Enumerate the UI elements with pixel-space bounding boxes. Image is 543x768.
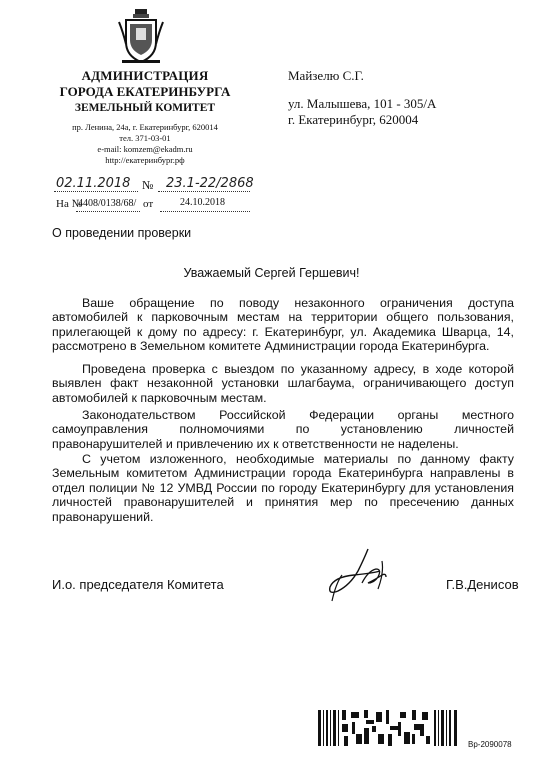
org-name-line2: ГОРОДА ЕКАТЕРИНБУРГА xyxy=(59,84,231,99)
recipient-street: ул. Малышева, 101 - 305/А xyxy=(288,96,437,111)
number-sign: № xyxy=(142,178,154,192)
reference-from-label: от xyxy=(143,198,154,210)
recipient-name: Майзелю С.Г. xyxy=(288,68,364,83)
document-id: Вр-2090078 xyxy=(468,740,512,749)
date-line xyxy=(54,191,138,192)
body-paragraph-2: Проведена проверка с выездом по указанному адресу, в ходе которой выявлен факт незаконной установки шлагбаума, ограничивающего доступ автомобилей к парковочным местам. xyxy=(52,362,514,405)
org-address: пр. Ленина, 24а, г. Екатеринбург, 620014 xyxy=(72,122,218,132)
org-department: ЗЕМЕЛЬНЫЙ КОМИТЕТ xyxy=(74,102,216,114)
outgoing-number: 23.1-22/2868 xyxy=(166,176,254,191)
outgoing-date: 02.11.2018 xyxy=(56,176,131,191)
body-paragraph-3: Законодательством Российской Федерации органы местного самоуправления полномочиями по установлению личностей правонарушителей и привлечению их к ответственности не наделены. xyxy=(52,408,514,451)
org-name-line1: АДМИНИСТРАЦИЯ xyxy=(81,68,209,83)
number-line xyxy=(158,191,250,192)
letter-subject: О проведении проверки xyxy=(52,226,192,240)
signer-position: И.о. председателя Комитета xyxy=(52,577,224,592)
signer-name: Г.В.Денисов xyxy=(446,577,519,592)
reference-number-line xyxy=(76,211,140,212)
reference-date: 24.10.2018 xyxy=(180,197,225,208)
org-website: http://екатеринбург.рф xyxy=(105,155,185,165)
body-paragraph-1: Ваше обращение по поводу незаконного ограничения доступа автомобилей к парковочным местам на территории общего пользования, прилегающей к дому по адресу: г. Екатеринбург, ул. Академика Шварца, 14, рассмотрено в Земельном комитете Администрации города Екатеринбурга. xyxy=(52,296,514,354)
body-paragraph-4: С учетом изложенного, необходимые материалы по данному факту Земельным комитетом Администрации города Екатеринбурга направлены в отдел полиции № 12 УМВД России по городу Екатеринбургу для установления личностей правонарушителей и принятия мер по пресечению данных правонарушений. xyxy=(52,452,514,524)
reference-label: На № xyxy=(56,198,83,210)
reference-date-line xyxy=(160,211,250,212)
handwritten-signature xyxy=(318,545,408,605)
org-email: e-mail: komzem@ekadm.ru xyxy=(97,144,193,154)
city-coat-of-arms-icon xyxy=(118,8,164,64)
reference-number: 4408/0138/68/ xyxy=(78,198,137,209)
letter-greeting: Уважаемый Сергей Гершевич! xyxy=(183,266,360,280)
recipient-city: г. Екатеринбург, 620004 xyxy=(288,112,419,127)
org-phone: тел. 371-03-01 xyxy=(119,133,171,143)
barcode-icon xyxy=(318,708,458,748)
